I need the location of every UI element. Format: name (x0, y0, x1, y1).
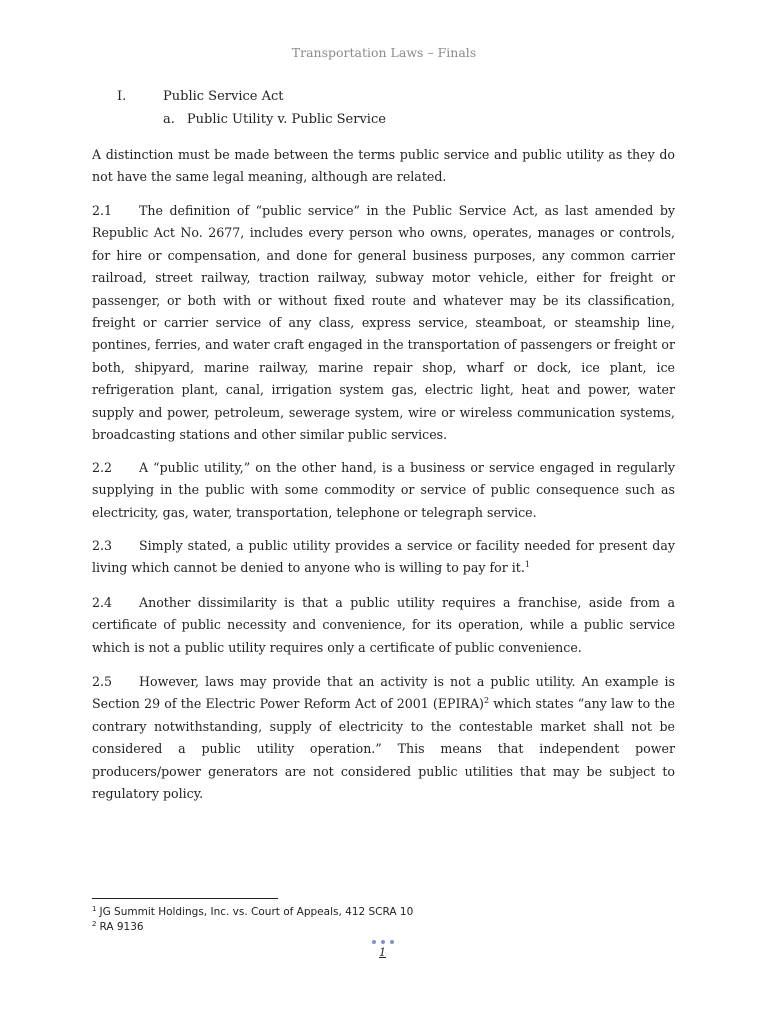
heading-number: a. (163, 112, 175, 127)
paragraph-2-2 (92, 457, 675, 524)
paragraph-2-4 (92, 592, 675, 659)
footnote-2 (92, 921, 144, 933)
heading-number: I. (117, 89, 127, 104)
heading-text: Public Utility v. Public Service (186, 112, 386, 127)
paragraph-text: However, laws may provide that an activity is not a public utility. An example is Section 29 of the Electric Power Reform Act of 2001 (EPIRA) (92, 674, 675, 712)
heading-level-1 (117, 89, 284, 104)
paragraph-2-1 (92, 200, 675, 446)
paragraph-text: Another dissimilarity is that a public utility requires a franchise, aside from a certificate of public necessity and convenience, for its operation, while a public service which is not a public utility requires only a certificate of public convenience. (92, 595, 675, 655)
paragraph-number: 2.2 (92, 460, 113, 475)
footnote-text: RA 9136 (99, 921, 144, 933)
footnote-number: 2 (92, 919, 97, 928)
paragraph-text-continued: which states “any law to the contrary notwithstanding, supply of electricity to the contestable market shall not be considered a public utility operation.” This means that independent power producers/power generators are not considered public utilities that may be subject to regulatory policy. (92, 696, 675, 802)
footnote-separator (92, 898, 278, 899)
heading-text: Public Service Act (163, 89, 284, 104)
paragraph-2-5 (92, 671, 675, 805)
paragraph-text: The definition of “public service” in the Public Service Act, as last amended by Republic Act No. 2677, includes every person who owns, operates, manages or controls, for hire or compensation, and done for general business purposes, any common carrier railroad, street railway, traction railway, subway motor vehicle, either for freight or passenger, or both with or without fixed route and whatever may be its classification, freight or carrier service of any class, express service, steamboat, or steamship line, pontines, ferries, and water craft engaged in the transportation of passengers or freight or both, shipyard, marine railway, marine repair shop, wharf or dock, ice plant, ice refrigeration plant, canal, irrigation system gas, electric light, heat and power, water supply and power, petroleum, sewerage system, wire or wireless communication systems, broadcasting stations and other similar public services. (92, 203, 675, 443)
page-dots-decoration (372, 940, 394, 944)
paragraph-number: 2.1 (92, 203, 113, 218)
paragraph-2-3 (92, 535, 675, 580)
paragraph-number: 2.5 (92, 674, 113, 689)
page-header: Transportation Laws – Finals (291, 45, 477, 60)
footnote-ref[interactable]: 2 (483, 696, 490, 706)
footnote-number: 1 (92, 904, 97, 913)
intro-paragraph: A distinction must be made between the terms public service and public utility as they do not have the same legal meaning, although are related. (92, 147, 675, 185)
footnote-1 (92, 906, 413, 918)
page-number: 1 (379, 946, 386, 959)
paragraph-text: A “public utility,” on the other hand, is a business or service engaged in regularly supplying in the public with some commodity or service of public consequence such as electricity, gas, water, transportation, telephone or telegraph service. (92, 460, 675, 520)
paragraph-number: 2.3 (92, 538, 113, 553)
paragraph-text: Simply stated, a public utility provides a service or facility needed for present day living which cannot be denied to anyone who is willing to pay for it. (92, 538, 675, 576)
paragraph-number: 2.4 (92, 595, 113, 610)
footnote-text: JG Summit Holdings, Inc. vs. Court of Appeals, 412 SCRA 10 (99, 906, 414, 918)
footnote-ref[interactable]: 1 (524, 560, 530, 570)
heading-level-2 (163, 112, 386, 127)
